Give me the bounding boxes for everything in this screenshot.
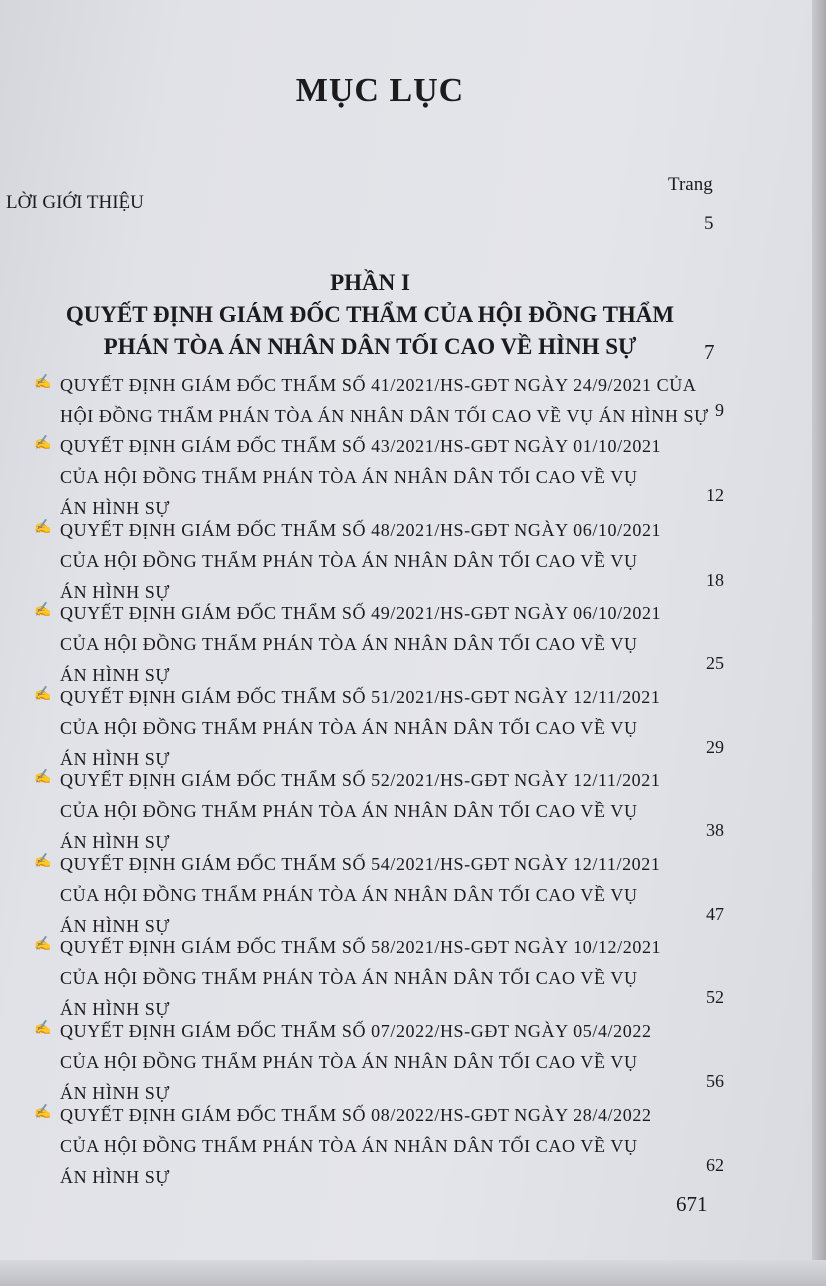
page-bottom-edge: [0, 1260, 826, 1286]
entry-line: CỦA HỘI ĐỒNG THẨM PHÁN TÒA ÁN NHÂN DÂN TỐI CAO VỀ VỤ: [60, 718, 638, 738]
entry-line: ÁN HÌNH SỰ: [60, 832, 170, 852]
entry-line: ÁN HÌNH SỰ: [60, 999, 170, 1019]
entry-line: CỦA HỘI ĐỒNG THẨM PHÁN TÒA ÁN NHÂN DÂN TỐI CAO VỀ VỤ: [60, 801, 638, 821]
entry-line: CỦA HỘI ĐỒNG THẨM PHÁN TÒA ÁN NHÂN DÂN TỐI CAO VỀ VỤ: [60, 551, 638, 571]
page-title: MỤC LỤC: [295, 72, 465, 109]
entry-page-number: 56: [706, 1071, 724, 1091]
part-number: PHẦN I: [330, 270, 410, 295]
pen-icon: ✍: [34, 375, 52, 390]
pen-icon: ✍: [34, 770, 52, 785]
pen-icon: ✍: [34, 687, 52, 702]
entry-line: CỦA HỘI ĐỒNG THẨM PHÁN TÒA ÁN NHÂN DÂN TỐI CAO VỀ VỤ: [60, 634, 638, 654]
entry-page-number: 25: [706, 653, 724, 673]
intro-label: LỜI GIỚI THIỆU: [6, 192, 144, 213]
entry-line: ÁN HÌNH SỰ: [60, 916, 170, 936]
entry-line: QUYẾT ĐỊNH GIÁM ĐỐC THẨM SỐ 54/2021/HS-GĐT NGÀY 12/11/2021: [60, 854, 661, 874]
entry-line: ÁN HÌNH SỰ: [60, 582, 170, 602]
entry-line: ÁN HÌNH SỰ: [60, 498, 170, 518]
pen-icon: ✍: [34, 520, 52, 535]
entry-line: ÁN HÌNH SỰ: [60, 665, 170, 685]
entry-page-number: 12: [706, 485, 724, 505]
entry-line: QUYẾT ĐỊNH GIÁM ĐỐC THẨM SỐ 49/2021/HS-GĐT NGÀY 06/10/2021: [60, 603, 662, 623]
pen-icon: ✍: [34, 436, 52, 451]
entry-page-number: 38: [706, 820, 724, 840]
pen-icon: ✍: [34, 603, 52, 618]
entry-line: QUYẾT ĐỊNH GIÁM ĐỐC THẨM SỐ 51/2021/HS-GĐT NGÀY 12/11/2021: [60, 687, 661, 707]
entry-line: QUYẾT ĐỊNH GIÁM ĐỐC THẨM SỐ 58/2021/HS-GĐT NGÀY 10/12/2021: [60, 937, 662, 957]
entry-line: CỦA HỘI ĐỒNG THẨM PHÁN TÒA ÁN NHÂN DÂN TỐI CAO VỀ VỤ: [60, 885, 638, 905]
entry-page-number: 9: [715, 400, 724, 420]
entry-line: CỦA HỘI ĐỒNG THẨM PHÁN TÒA ÁN NHÂN DÂN TỐI CAO VỀ VỤ: [60, 467, 638, 487]
entry-line: CỦA HỘI ĐỒNG THẨM PHÁN TÒA ÁN NHÂN DÂN TỐI CAO VỀ VỤ: [60, 968, 638, 988]
entry-line: QUYẾT ĐỊNH GIÁM ĐỐC THẨM SỐ 43/2021/HS-GĐT NGÀY 01/10/2021: [60, 436, 662, 456]
pen-icon: ✍: [34, 1105, 52, 1120]
entry-line: ÁN HÌNH SỰ: [60, 749, 170, 769]
pen-icon: ✍: [34, 937, 52, 952]
part-title-line: QUYẾT ĐỊNH GIÁM ĐỐC THẨM CỦA HỘI ĐỒNG THẨM: [65, 302, 675, 327]
part-title-line: PHÁN TÒA ÁN NHÂN DÂN TỐI CAO VỀ HÌNH SỰ: [103, 334, 637, 359]
entry-line: ÁN HÌNH SỰ: [60, 1083, 170, 1103]
entry-line: QUYẾT ĐỊNH GIÁM ĐỐC THẨM SỐ 07/2022/HS-GĐT NGÀY 05/4/2022: [60, 1021, 652, 1041]
page-edge: [812, 0, 826, 1286]
entry-line: CỦA HỘI ĐỒNG THẨM PHÁN TÒA ÁN NHÂN DÂN TỐI CAO VỀ VỤ: [60, 1136, 638, 1156]
entry-line: CỦA HỘI ĐỒNG THẨM PHÁN TÒA ÁN NHÂN DÂN TỐI CAO VỀ VỤ: [60, 1052, 638, 1072]
part-page-number: 7: [704, 340, 715, 364]
intro-page-number: 5: [704, 213, 714, 234]
entry-page-number: 52: [706, 987, 724, 1007]
entry-line: QUYẾT ĐỊNH GIÁM ĐỐC THẨM SỐ 41/2021/HS-GĐT NGÀY 24/9/2021 CỦA: [60, 375, 697, 395]
entry-line: HỘI ĐỒNG THẨM PHÁN TÒA ÁN NHÂN DÂN TỐI CAO VỀ VỤ ÁN HÌNH SỰ: [60, 406, 709, 426]
pen-icon: ✍: [34, 1021, 52, 1036]
entry-line: QUYẾT ĐỊNH GIÁM ĐỐC THẨM SỐ 52/2021/HS-GĐT NGÀY 12/11/2021: [60, 770, 661, 790]
footer-page-number: 671: [676, 1192, 708, 1216]
entry-page-number: 29: [706, 737, 724, 757]
pen-icon: ✍: [34, 854, 52, 869]
entry-page-number: 47: [706, 904, 724, 924]
entry-line: ÁN HÌNH SỰ: [60, 1167, 170, 1187]
part-title: [60, 299, 680, 363]
entry-page-number: 62: [706, 1155, 724, 1175]
entry-line: QUYẾT ĐỊNH GIÁM ĐỐC THẨM SỐ 08/2022/HS-GĐT NGÀY 28/4/2022: [60, 1105, 652, 1125]
entry-line: QUYẾT ĐỊNH GIÁM ĐỐC THẨM SỐ 48/2021/HS-GĐT NGÀY 06/10/2021: [60, 520, 662, 540]
page-column-label: Trang: [668, 174, 713, 195]
entry-page-number: 18: [706, 570, 724, 590]
